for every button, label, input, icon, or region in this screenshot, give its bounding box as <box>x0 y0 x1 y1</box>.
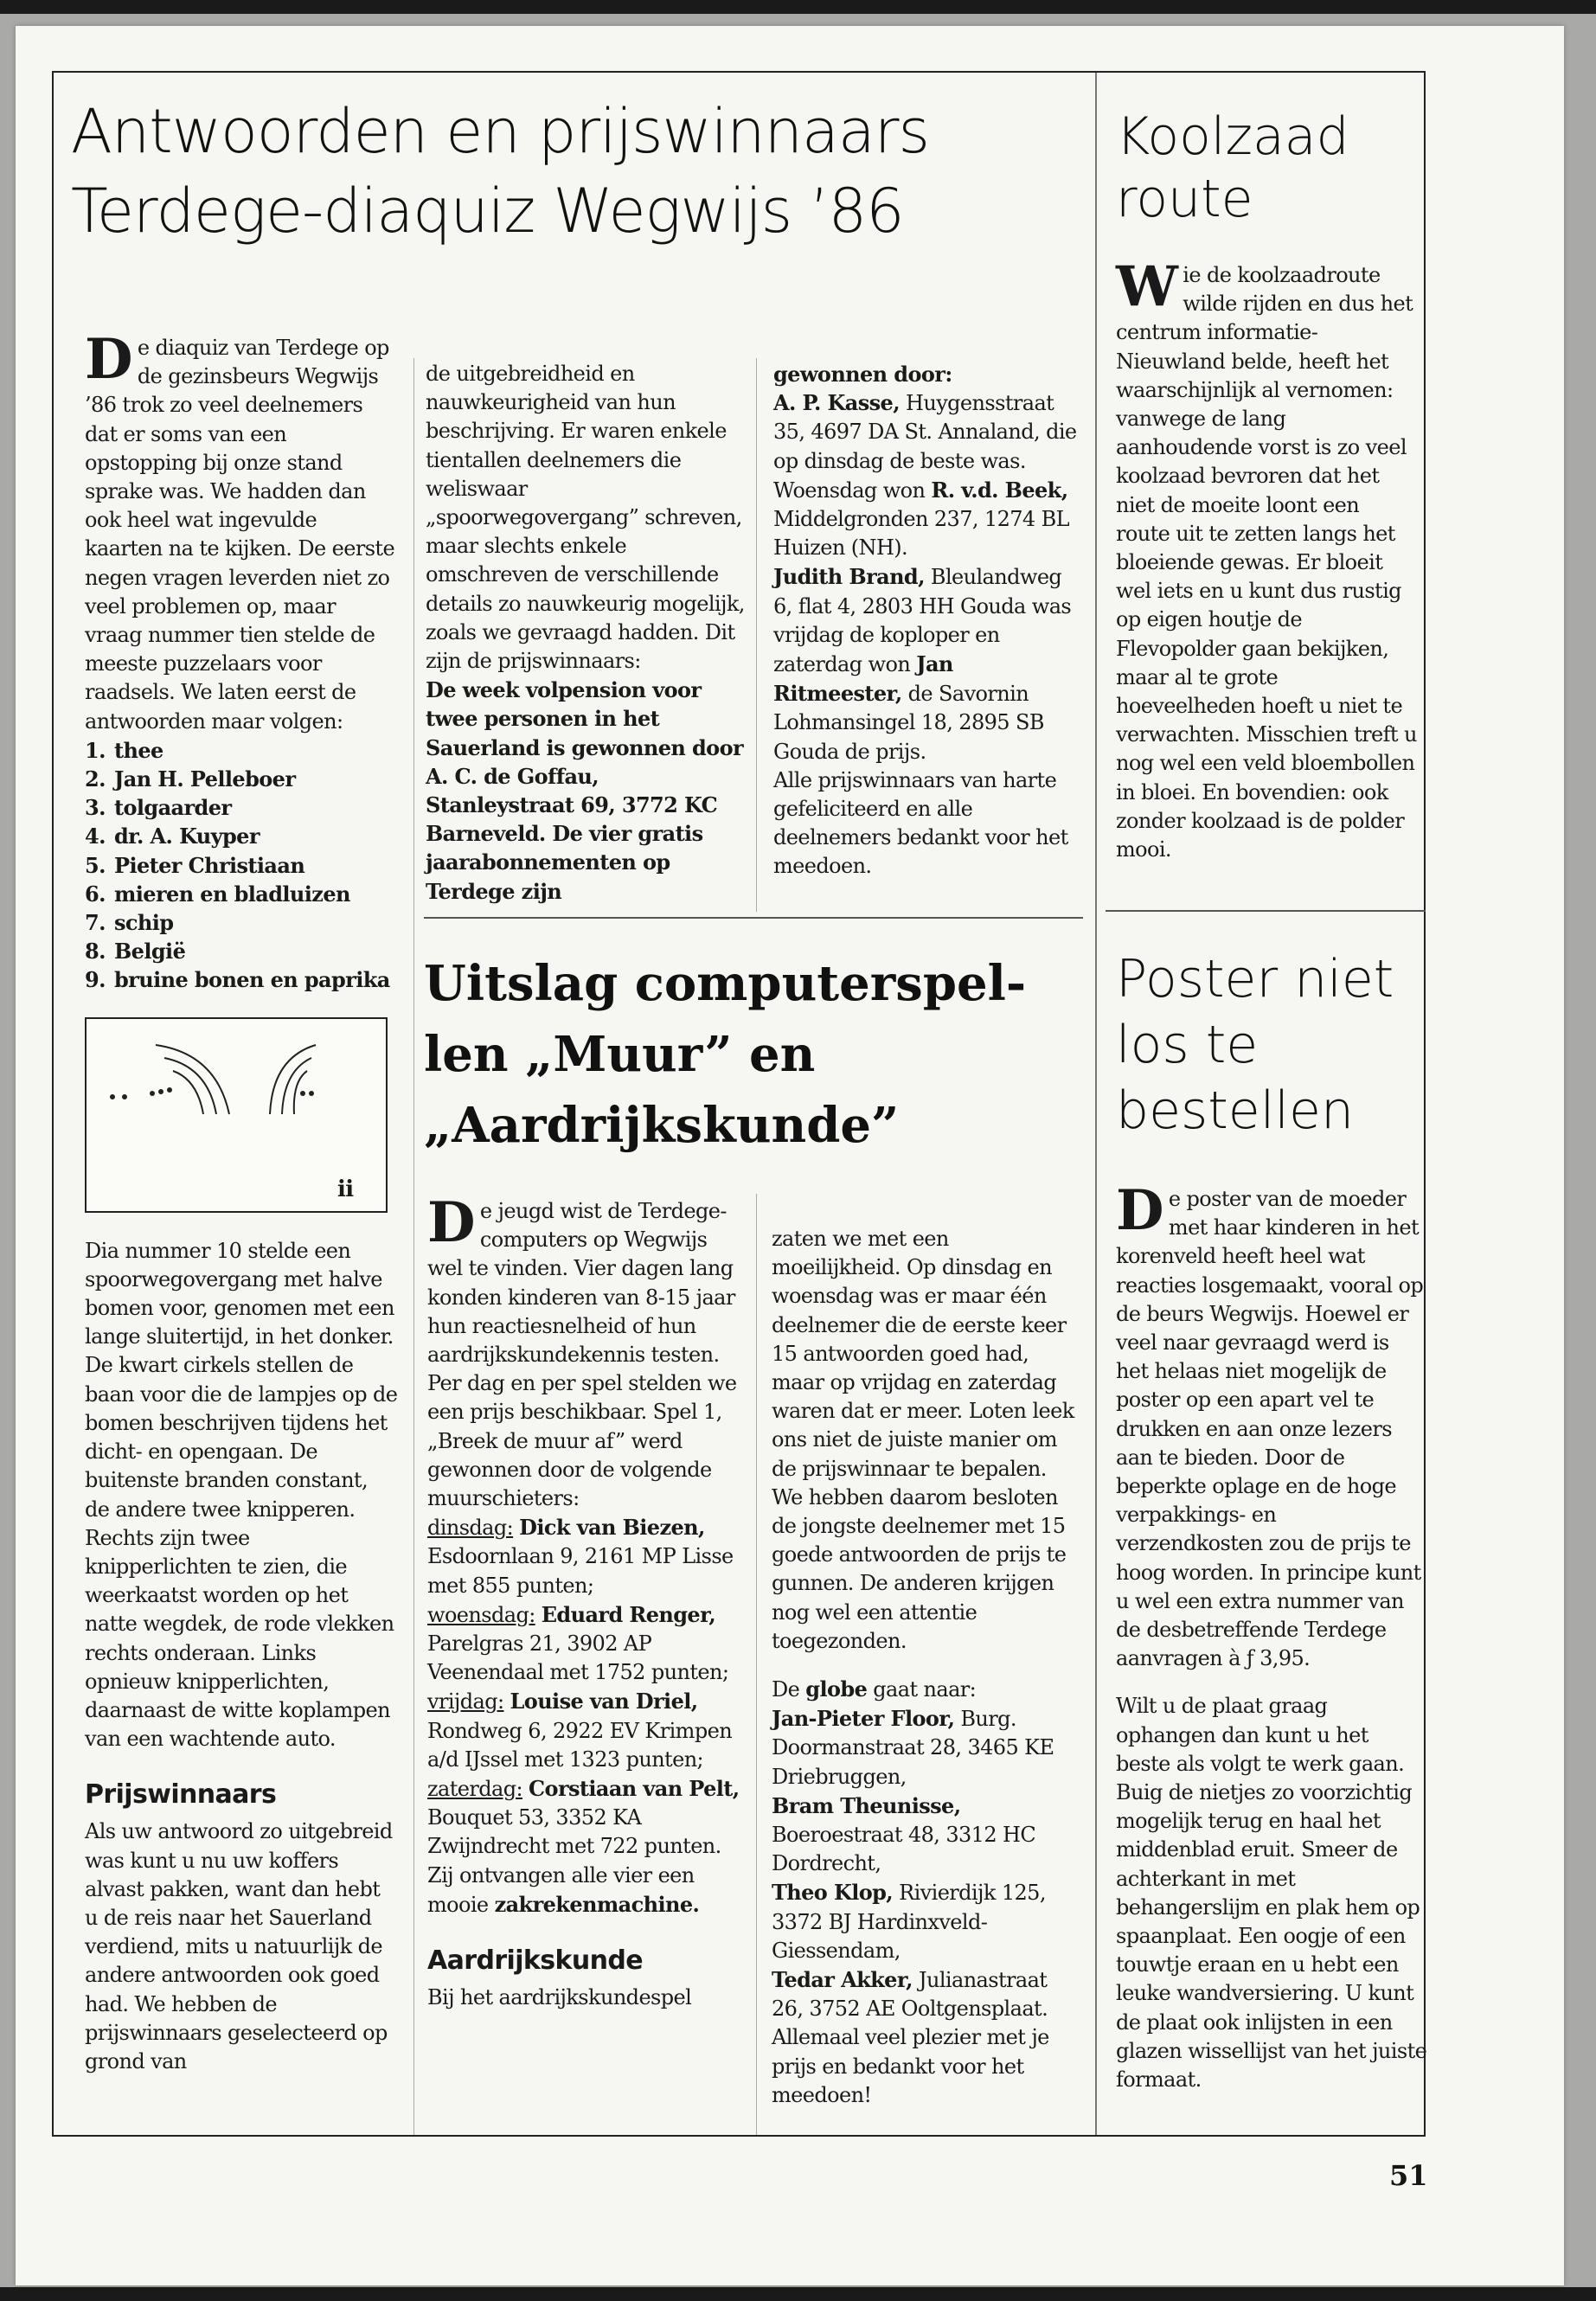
answer-item: 9. bruine bonen en paprika <box>85 967 390 993</box>
main-intro-text: e diaquiz van Terdege op de gezinsbeurs Wegwijs ’86 trok zo veel deelnemers dat er soms van een opstopping bij onze stand sprake was. We hadden dan ook heel wat ingevulde kaarten na te kijken. De eerste negen vragen leverden niet zo veel problemen op, maar vraag nummer tien stelde de meeste puzzelaars voor raadsels. We laten eerst de antwoorden maar volgen: <box>85 336 395 734</box>
koolzaad-title: Koolzaad route <box>1116 106 1349 229</box>
answer-item: 3. tolgaarder <box>85 795 232 821</box>
globe-winner: Theo Klop, Rivierdijk 125, 3372 BJ Hardinxveld-Giessendam, <box>772 1880 1046 1963</box>
answer-item: 5. Pieter Christiaan <box>85 852 305 878</box>
answer-item: 7. schip <box>85 910 174 936</box>
answers-list <box>85 736 398 995</box>
winners-heading: Prijswinnaars <box>85 1779 277 1811</box>
divider-col1-col2 <box>413 358 414 2135</box>
geo-text: Bij het aardrijkskundespel <box>427 1985 692 2010</box>
answer-item: 6. mieren en bladluizen <box>85 881 350 907</box>
games-article-title <box>424 948 1090 1161</box>
scan-top-edge <box>0 0 1596 14</box>
winner-beek: Woensdag won R. v.d. Beek, Middelgronden 237, 1274 BL Huizen (NH). <box>773 477 1069 561</box>
games-winner: zaterdag: Corstiaan van Pelt, Bouquet 53, 3352 KA Zwijndrecht met 722 punten. <box>427 1776 740 1859</box>
page-number: 51 <box>1389 2159 1428 2192</box>
games-winner: woensdag: Eduard Renger, Parelgras 21, 3902 AP Veenendaal met 1752 punten; <box>427 1601 729 1685</box>
globe-winner: Tedar Akker, Julianastraat 26, 3752 AE Ooltgensplaat. <box>772 1967 1048 2022</box>
games-winner: vrijdag: Louise van Driel, Rondweg 6, 2922 EV Krimpen a/d IJssel met 1323 punten; <box>427 1689 733 1772</box>
globe-winner: Bram Theunisse, Boeroestraat 48, 3312 HC Dordrecht, <box>772 1792 1036 1876</box>
koolzaad-text: Wie de koolzaadroute wilde rijden en dus het centrum informatie-Nieuwland belde, heeft het waarschijnlijk al vernomen: vanwege de lang aanhoudende vorst is zo veel koolzaad bevroren dat het niet de moeite loont een route uit te zetten langs het bloeiende gewas. Er bloeit wel iets en u kunt dus rustig op eigen houtje de Flevopolder gaan bekijken, maar al te grote hoeveelheden hoeft u niet te verwachten. Misschien treft u nog wel een veld bloembollen in bloei. En bovendien: ook zonder koolzaad is de polder mooi. <box>1116 254 1417 862</box>
games-intro <box>427 1190 746 1513</box>
globe-line: De globe gaat naar: <box>772 1676 977 1702</box>
main-col2-prize: De week volpension voor twee personen in het Sauerland is gewonnen door A. C. de Goffau, Stanleystraat 69, 3772 KC Barneveld. De vier gratis jaarabonnementen op Terdege zijn <box>426 677 744 904</box>
games-intro-text: e jeugd wist de Terdege-computers op Wegwijs wel te vinden. Vier dagen lang konden kinderen van 8-15 jaar hun reactiesnelheid of hun aardrijkskundekennis testen. Per dag en per spel stelden we een prijs beschikbaar. Spel 1, „Breek de muur af” werd gewonnen door de volgende muurschieters: <box>427 1199 737 1511</box>
scan-bottom-edge <box>0 2287 1596 2301</box>
rule-above-games <box>424 917 1083 919</box>
answer-item: 4. dr. A. Kuyper <box>85 824 260 849</box>
main-col-1 <box>85 327 398 2076</box>
main-drop-cap: D <box>85 327 132 392</box>
main-intro <box>85 327 398 736</box>
answer-item: 8. België <box>85 939 186 965</box>
poster-drop-cap: D <box>1116 1178 1163 1243</box>
divider-col2-col3 <box>756 358 757 912</box>
games-prize: Zij ontvangen alle vier een mooie zakrekenmachine. <box>427 1862 700 1917</box>
answer-item: 1. thee <box>85 737 163 763</box>
poster-article <box>1116 946 1427 2094</box>
winners-intro: Als uw antwoord zo uitgebreid was kunt u nu uw koffers alvast pakken, want dan hebt u de reis naar het Sauerland verdiend, mits u natuurlijk de andere antwoorden ook goed had. We hebben de prijswinnaars geselecteerd op grond van <box>85 1819 393 2073</box>
answer-item: 2. Jan H. Pelleboer <box>85 766 296 792</box>
main-col3-start: gewonnen door: <box>773 362 952 387</box>
main-col2-text: de uitgebreidheid en nauwkeurigheid van hun beschrijving. Er waren enkele tientallen deelnemers die weliswaar „spoorwegovergang” schreven, maar slechts enkele omschreven de verschillende details zo nauwkeurig mogelijk, zoals we gevraagd hadden. Dit zijn de prijswinnaars: <box>426 362 745 674</box>
divider-main-right <box>1095 73 1097 2135</box>
poster-title: Poster niet los te bestellen <box>1116 949 1394 1141</box>
games-closing: Allemaal veel plezier met je prijs en bedankt voor het meedoen! <box>772 2025 1049 2107</box>
globe-winner: Jan-Pieter Floor, Burg. Doormanstraat 28, 3465 KE Driebruggen, <box>772 1706 1054 1789</box>
main-col-3 <box>773 360 1085 881</box>
games-title-line-3: „Aardrijkskunde” <box>424 1097 900 1154</box>
main-col-2 <box>426 360 746 906</box>
railway-crossing-diagram <box>85 1017 388 1213</box>
main-closing: Alle prijswinnaars van harte gefeliciteerd en alle deelnemers bedankt voor het meedoen. <box>773 767 1068 879</box>
games-col2-text: zaten we met een moeilijkheid. Op dinsdag en woensdag was er maar één deelnemer die de eerste keer 15 antwoorden goed had, maar op vrijdag en zaterdag waren dat er meer. Loten leek ons niet de juiste manier om de prijswinnaar te bepalen. We hebben daarom besloten de jongste deelnemer met 15 goede antwoorden de prijs te gunnen. De anderen krijgen nog wel een attentie toegezonden. <box>772 1227 1074 1653</box>
diagram-label: ii <box>337 1176 354 1202</box>
dia-explanation: Dia nummer 10 stelde een spoorwegovergang met halve bomen voor, genomen met een lange sluitertijd, in het donker. De kwart cirkels stellen de baan voor die de lampjes op de bomen beschrijven tijdens het dicht- en opengaan. De buitenste branden constant, de andere twee knipperen. Rechts zijn twee knipperlichten te zien, die weerkaatst worden op het natte wegdek, de rode vlekken rechts onderaan. Links opnieuw knipperlichten, daarnaast de witte koplampen van een wachtende auto. <box>85 1238 398 1752</box>
winner-kasse: A. P. Kasse, Huygensstraat 35, 4697 DA St. Annaland, die op dinsdag de beste was. <box>773 390 1077 473</box>
games-col-1 <box>427 1190 746 2012</box>
main-article-title <box>71 92 1083 251</box>
games-title-line-1: Uitslag computerspel- <box>424 955 1027 1012</box>
main-title-line-2: Terdege-diaquiz Wegwijs ’86 <box>71 176 904 247</box>
winner-brand: Judith Brand, Bleulandweg 6, flat 4, 2803 HH Gouda was vrijdag de koploper en zaterdag won Jan Ritmeester, de Savornin Lohmansingel 18, 2895 SB Gouda de prijs. <box>773 564 1072 764</box>
rule-above-poster <box>1106 910 1426 912</box>
games-winner: dinsdag: Dick van Biezen, Esdoornlaan 9, 2161 MP Lisse met 855 punten; <box>427 1515 734 1598</box>
koolzaad-article <box>1116 106 1417 864</box>
main-title-line-1: Antwoorden en prijswinnaars <box>71 96 929 167</box>
divider-games-cols <box>756 1194 757 2135</box>
poster-text: De poster van de moeder met haar kinderen in het korenveld heeft heel wat reacties losgemaakt, vooral op de beurs Wegwijs. Hoewel er veel naar gevraagd werd is het helaas niet mogelijk de poster op een apart vel te drukken en aan onze lezers aan te bieden. Door de beperkte oplage en de hoge verpakkings- en verzendkosten zou de prijs te hoog worden. In principe kunt u wel een extra nummer van de desbetreffende Terdege aanvragen à ƒ 3,95. <box>1116 1178 1424 1671</box>
games-col-2 <box>772 1225 1083 2110</box>
koolzaad-drop-cap: W <box>1116 254 1178 319</box>
poster-text-2: Wilt u de plaat graag ophangen dan kunt u het beste als volgt te werk gaan. Buig de nietjes zo voorzichtig mogelijk terug en haal het middenblad eruit. Smeer de achterkant in met behangerslijm en plak hem op spaanplaat. Een oogje of een touwtje eraan en u hebt een leuke wandversiering. U kunt de plaat ook inlijsten in een glazen wissellijst van het juiste formaat. <box>1116 1694 1427 2093</box>
games-drop-cap: D <box>427 1190 475 1255</box>
games-title-line-2: len „Muur” en <box>424 1026 816 1083</box>
geo-heading: Aardrijkskunde <box>427 1945 643 1977</box>
